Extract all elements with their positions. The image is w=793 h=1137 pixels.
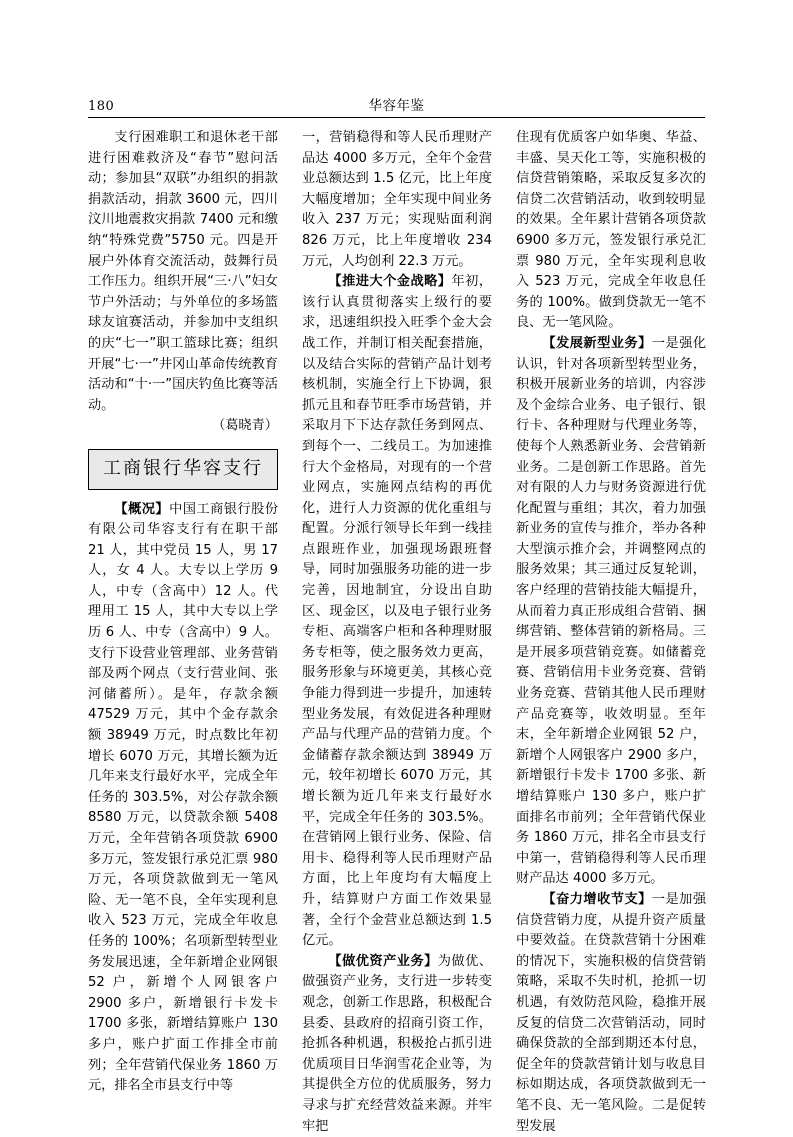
paragraph-text: 一是加强信贷营销力度，从提升资产质量中要效益。在贷款营销十分困难的情况下，实施积极的信贷营销策略，采取不失时机，抢抓一切机遇，有效防范风险，稳推开展反复的信贷二次营销活动，同时确保贷款的全部到期还本付息，促全年的贷款营销计划与收息目标如期达成，各项贷款做到无一笔不良、无一笔风险。二是促转型发展 — [516, 891, 707, 1134]
column-1 — [88, 128, 279, 1094]
body-paragraph: 住现有优质客户如华奥、华益、丰盛、昊天化工等，实施积极的信贷营销策略，采取反复多次的信贷二次营销活动，收到较明显的效果。全年累计营销各项贷款 6900 多万元，签发银行承兑汇票 980 万元，全年实现利息收入 523 万元，完成全年收息任务的 100%。做到贷款无一笔不良、无一笔风险。 — [516, 130, 706, 331]
body-paragraph — [516, 890, 706, 1137]
column-3 — [516, 128, 707, 1134]
paragraph-text: 为做优、做强资产业务，支行进一步转变观念，创新工作思路，积极配合县委、县政府的招商引资工作，抢抓各种机遇，积极抢占抓引进优质项目日华润雪花企业等，为其提供全方位的优质服务，努力寻求与扩充经营效益来源。并牢牢把 — [302, 953, 493, 1134]
body-paragraph: 支行困难职工和退休老干部进行困难救济及“春节”慰问活动；参加县“双联”办组织的捐款捐款活动，捐款 3600 元，四川汶川地震救灾捐款 7400 元和缴纳“特殊党费”5750 元。四是开展户外体育交流活动，鼓舞行员工作压力。组织开展“三·八”妇女节户外活动；与外单位的多场篮球友谊赛活动，并参加中支组织的庆“七一”职工篮球比赛；组织开展“七·一”井冈山革命传统教育活动和“十·一”国庆钓鱼比赛等活动。 — [88, 130, 278, 413]
section-title: 工商银行华容支行 — [88, 449, 278, 490]
body-columns — [88, 128, 707, 1134]
body-paragraph — [516, 334, 706, 890]
book-title: 华容年鉴 — [368, 98, 425, 114]
paragraph-lead-in: 【做优资产业务】 — [328, 953, 438, 969]
paragraph-text: 一是强化认识，针对各项新型转型业务，积极开展新业务的培训，内容涉及个金综合业务、电子银行、银行卡、各种理财与代理业务等，使每个人熟悉新业务、会营销新业务。二是创新工作思路。首先对有限的人力与财务资源进行优化配置与重组；其次，着力加强新业务的宣传与推介，举办各种大型演示推介会，并调整网点的服务效果；其三通过反复轮训，客户经理的营销技能大幅提升，从而着力真正形成组合营销、捆绑营销、整体营销的新格局。三是开展多项营销竞赛。如储蓄竞赛、营销信用卡业务竞赛、营销业务竞赛、营销其他人民币理财产品竞赛等，收效明显。至年末，全年新增企业网银 52 户，新增个人网银客户 2900 多户，新增银行卡发卡 1700 多张、新增结算账户 130 多户，账户扩面排名市前列；全年营销代保业务 1860 万元，排名全市县支行中第一，营销稳得利等人民币理财产品达 4000 多万元。 — [516, 335, 707, 887]
author-signature: （葛晓青） — [212, 418, 278, 434]
paragraph-text: 年初，该行认真贯彻落实上级行的要求，迅速组织投入旺季个金大会战工作，并制订相关配套措施，以及结合实际的营销产品计划考核机制，实施全行上下协调，狠抓元且和春节旺季市场营销，并采取月下下达存款任务到网点、到每个一、二线员工。为加速推行大个金格局，对现有的一个营业网点，实施网点结构的再优化，进行人力资源的优化重组与配置。分派行领导长年到一线挂点跟班作业，加强现场跟班督导，同时加强服务功能的进一步完善，因地制宜，分设出自助区、现金区，以及电子银行业务专柜、高端客户柜和各种理财服务专柜等，使之服务效力更高，服务形象与环境更美，其核心竞争能力得到进一步提升，加速转型业务发展，有效促进各种理财产品与代理产品的营销力度。个金储蓄存款余额达到 38949 万元，较年初增长 6070 万元，其增长额为近几年来支行最好水平，完成全年任务的 303.5%。在营销网上银行业务、保险、信用卡、稳得利等人民币理财产品方面，比上年度均有大幅度上升，结算财户方面工作效果显著，全行个金营业总额达到 1.5 亿元。 — [302, 274, 493, 949]
paragraph-lead-in: 【推进大个金战略】 — [328, 274, 452, 290]
header-rule — [88, 117, 705, 118]
running-head — [88, 92, 705, 114]
body-paragraph — [88, 500, 278, 1097]
body-paragraph — [302, 952, 492, 1137]
column-2 — [302, 128, 493, 1134]
paragraph-text: 中国工商银行股份有限公司华容支行有在职干部 21 人，其中党员 15 人，男 17 人，女 4 人。大专以上学历 9 人，中专（含高中）12 人。代理用工 15 人，其中大专以上学历 6 人、中专（含高中）9 人。支行下设营业管理部、业务营销部及两个网点（支行营业间、张河储蓄所）。是年，存款余额 47529 万元，其中个金存款余额 38949 万元，时点数比年初增长 6070 万元，其增长额为近几年来支行最好水平，完成全年任务的 303.5%，对公存款余额 8580 万元，以贷款余额 5408 万元，全年营销各项贷款 6900 多万元，签发银行承兑汇票 980 万元，各项贷款做到无一笔风险、无一笔不良，全年实现利息收入 523 万元，完成全年收息任务的 100%；名项新型转型业务发展迅速，全年新增企业网银 52 户，新增个人网银客户 2900 多户，新增银行卡发卡 1700 多张，新增结算账户 130 多户，账户扩面工作排全市前列；全年营销代保业务 1860 万元，排名全市县支行中等 — [88, 501, 279, 1094]
body-paragraph — [302, 272, 492, 952]
paragraph-lead-in: 【发展新型业务】 — [542, 335, 652, 351]
paragraph-lead-in: 【奋力增收节支】 — [542, 891, 652, 907]
paragraph-lead-in: 【概况】 — [114, 501, 170, 517]
body-paragraph: 一，营销稳得和等人民币理财产品达 4000 多万元，全年个金营业总额达到 1.5 亿元，比上年度大幅度增加；全年实现中间业务收入 237 万元；实现贴面利润 826 万元，比上年度增收 234 万元，人均创利 22.3 万元。 — [302, 130, 492, 269]
page-folio: 180 — [88, 99, 115, 114]
